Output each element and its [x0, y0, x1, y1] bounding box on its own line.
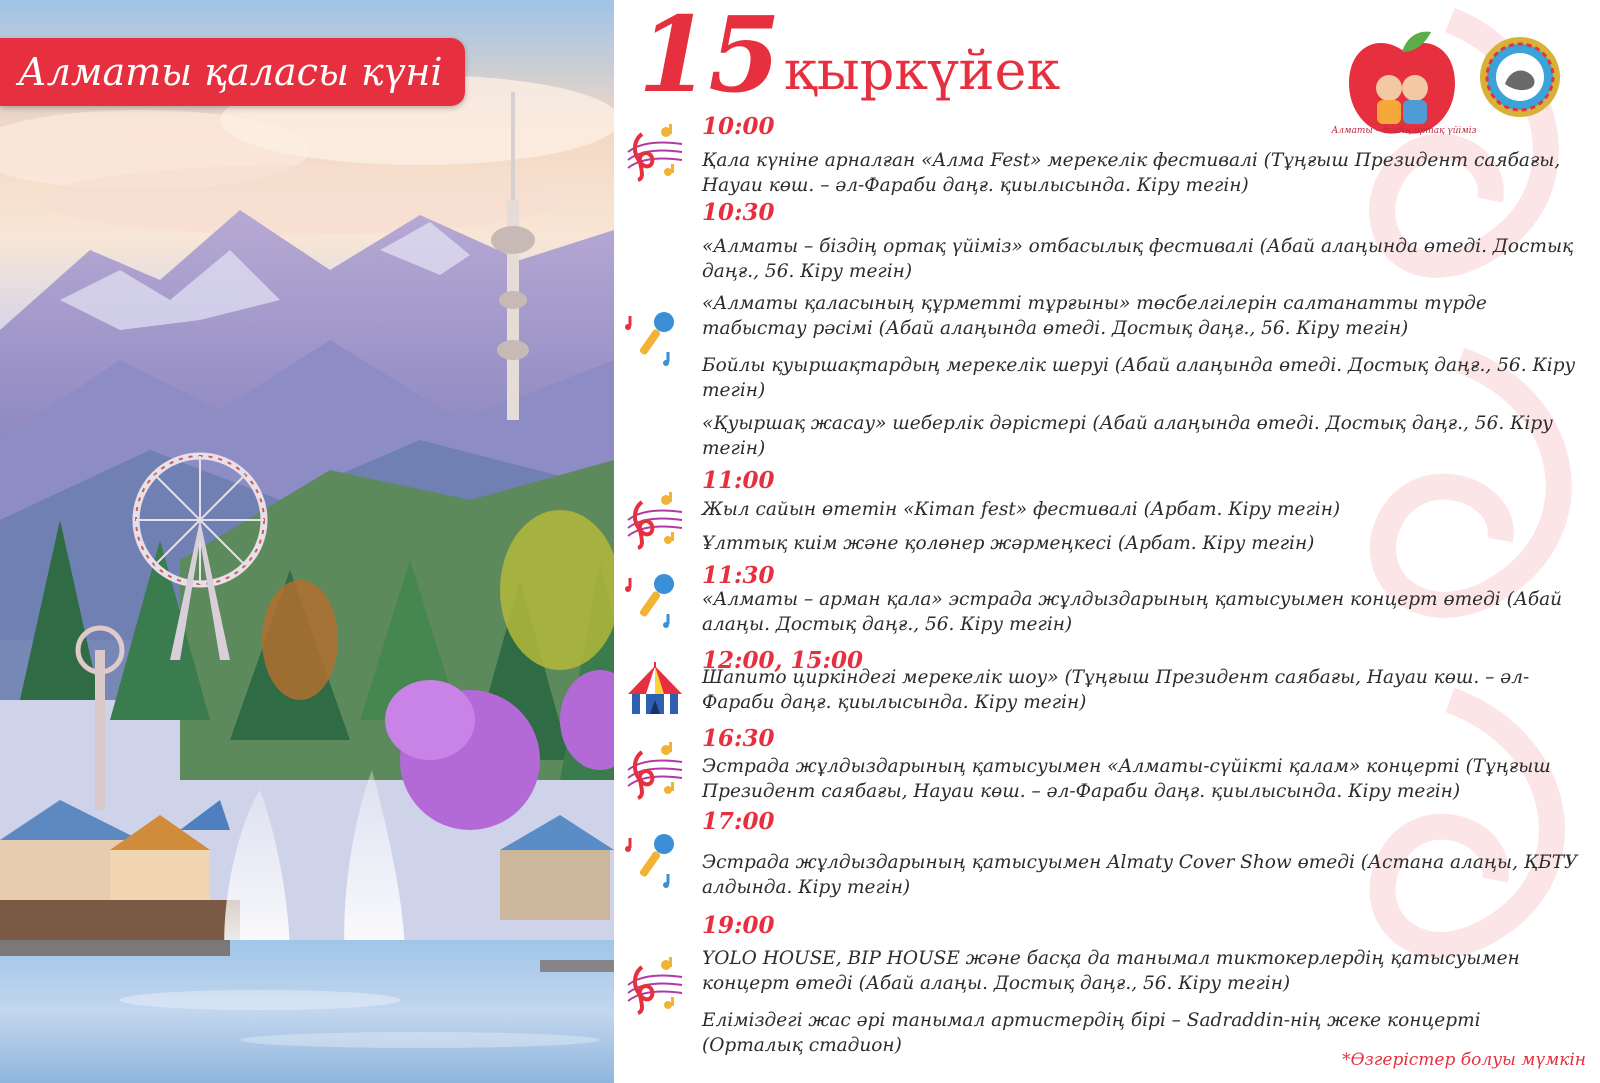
event-8-1: YOLO HOUSE, BIP HOUSE және басқа да танымал тиктокерлердің қатысуымен концерт өтеді (Абай алаңы. Достық даңғ., 56. Кіру тегін) [702, 948, 1520, 994]
microphone-icon [624, 830, 686, 892]
microphone-icon [624, 570, 686, 632]
event-5-1: Шапито циркіндегі мерекелік шоу» (Тұңғыш Президент саябағы, Науаи көш. – әл-Фараби даңғ. қиылысында. Кіру тегін) [702, 667, 1530, 713]
event-4-1: «Алматы – арман қала» эстрада жұлдыздарының қатысуымен концерт өтеді (Абай алаңы. Достық даңғ., 56. Кіру тегін) [702, 589, 1563, 635]
event-2-4: «Қуыршақ жасау» шеберлік дәрістері (Абай алаңында өтеді. Достық даңғ., 56. Кіру тегін) [702, 413, 1553, 459]
circus-tent-icon [624, 660, 686, 722]
event-8-2: Еліміздегі жас әрі танымал артистердің бірі – Sadraddin-нің жеке концерті (Орталық стадион) [702, 1010, 1481, 1056]
music-notes-icon [624, 740, 686, 802]
event-title-banner: Алматы қаласы күні [0, 38, 465, 106]
logo-caption: Алматы – біздің ортақ үйіміз [1331, 126, 1477, 136]
date-day: 15 [638, 0, 779, 116]
time-slot-3: 11:00 [702, 467, 775, 494]
event-2-1: «Алматы – біздің ортақ үйіміз» отбасылық фестивалі (Абай алаңында өтеді. Достық даңғ., 56. Кіру тегін) [702, 236, 1574, 282]
time-slot-8: 19:00 [702, 912, 775, 939]
music-notes-icon [624, 122, 686, 184]
microphone-icon [624, 308, 686, 370]
event-7-1: Эстрада жұлдыздарының қатысуымен Almaty Cover Show өтеді (Астана алаңы, ҚБТУ алдында. Кіру тегін) [702, 852, 1578, 898]
time-slot-2: 10:30 [702, 199, 775, 226]
schedule-panel [614, 0, 1600, 1083]
city-illustration [0, 0, 614, 1083]
event-6-1: Эстрада жұлдыздарының қатысуымен «Алматы-сүйікті қалам» концерті (Тұңғыш Президент саябағы, Науаи көш. – әл-Фараби даңғ. қиылысында. Кіру тегін) [702, 756, 1551, 802]
event-1-1: Қала күніне арналған «Алма Fest» мерекелік фестивалі (Тұңғыш Президент саябағы, Науаи көш. – әл-Фараби даңғ. қиылысында. Кіру тегін) [702, 150, 1561, 196]
changes-note: *Өзгерістер болуы мүмкін [1342, 1050, 1586, 1070]
time-slot-6: 16:30 [702, 725, 775, 752]
date-month: қыркүйек [784, 39, 1061, 102]
event-2-2: «Алматы қаласының құрметті тұрғыны» төсбелгілерін салтанатты түрде табыстау рәсімі (Абай алаңында өтеді. Достық даңғ., 56. Кіру тегін) [702, 293, 1487, 339]
event-2-3: Бойлы қуыршақтардың мерекелік шеруі (Абай алаңында өтеді. Достық даңғ., 56. Кіру тегін) [702, 355, 1576, 401]
time-slot-5: 12:00, 15:00 [702, 647, 864, 674]
music-notes-icon [624, 955, 686, 1017]
event-3-2: Ұлттық киім және қолөнер жәрмеңкесі (Арбат. Кіру тегін) [702, 533, 1315, 554]
time-slot-4: 11:30 [702, 562, 775, 589]
time-slot-1: 10:00 [702, 113, 775, 140]
time-slot-7: 17:00 [702, 808, 775, 835]
almaty-coat-of-arms-icon [1479, 36, 1561, 118]
music-notes-icon [624, 490, 686, 552]
event-3-1: Жыл сайын өтетін «Кітап fest» фестивалі (Арбат. Кіру тегін) [702, 499, 1341, 520]
